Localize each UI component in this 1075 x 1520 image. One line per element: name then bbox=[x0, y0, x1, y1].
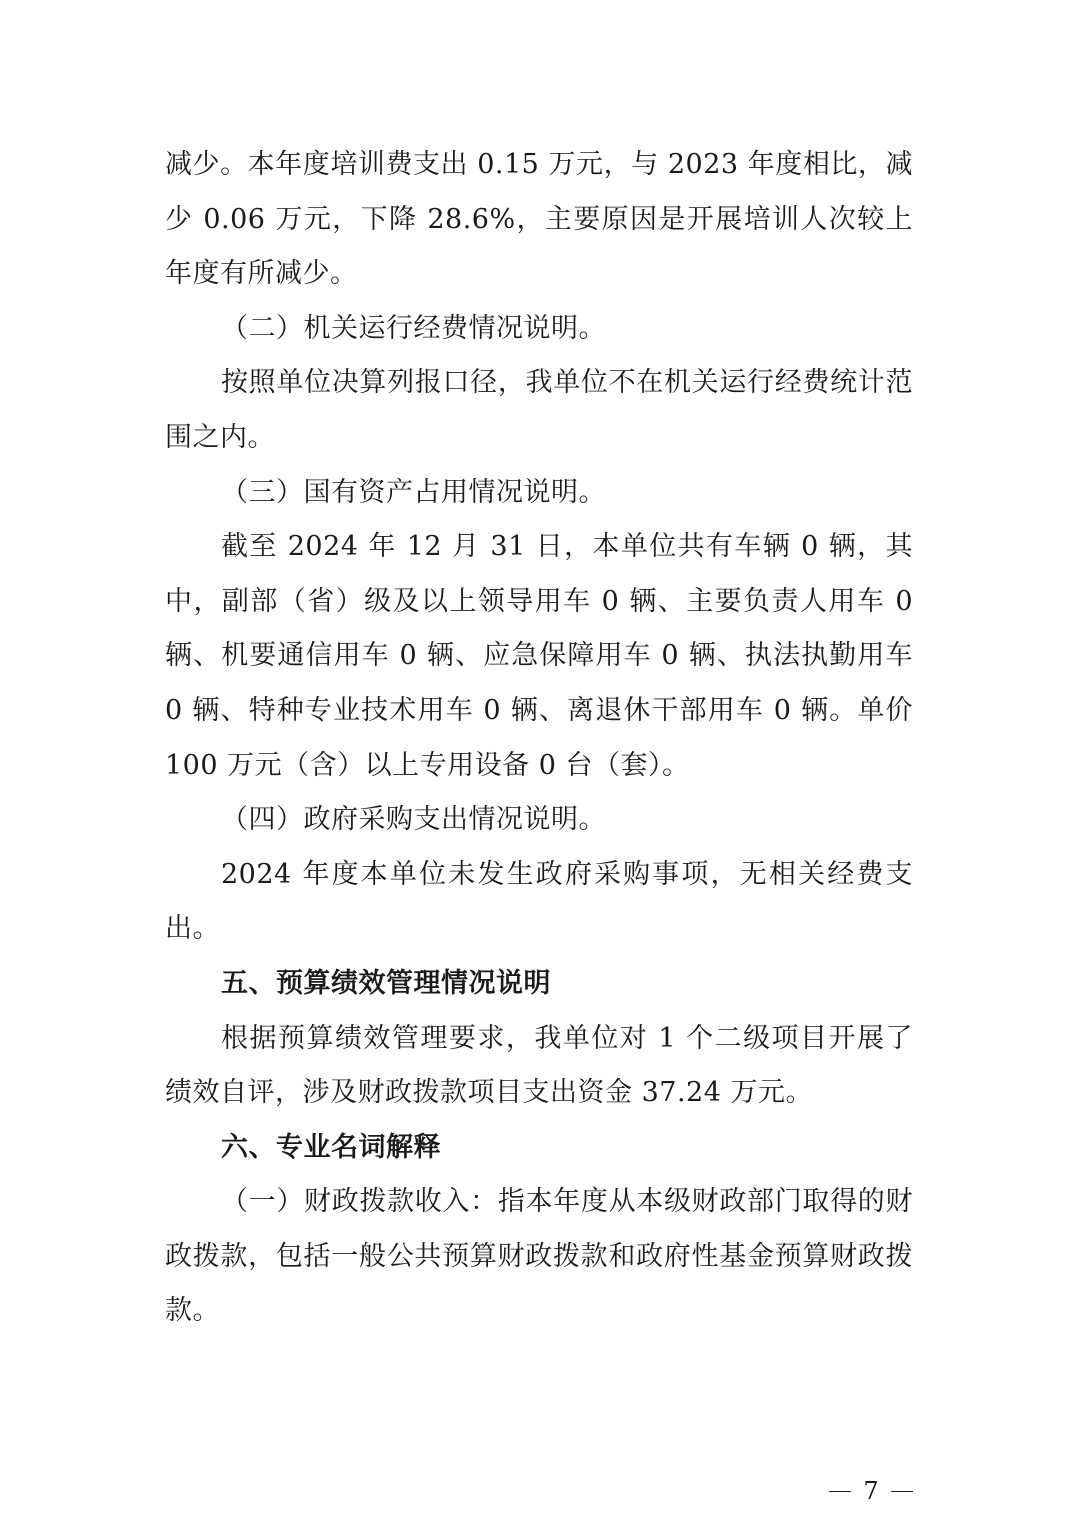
page-number-value: 7 bbox=[863, 1477, 879, 1505]
body-text bbox=[165, 138, 913, 1339]
page-number bbox=[826, 1476, 916, 1506]
section-heading-operating-expenses: （二）机关运行经费情况说明。 bbox=[221, 312, 606, 344]
section-heading-state-assets: （三）国有资产占用情况说明。 bbox=[221, 476, 606, 508]
heading-performance-management: 五、预算绩效管理情况说明 bbox=[221, 967, 551, 999]
section-heading-procurement: （四）政府采购支出情况说明。 bbox=[221, 804, 606, 836]
page-number-right-dash bbox=[891, 1491, 913, 1492]
paragraph-procurement: 2024 年度本单位未发生政府采购事项，无相关经费支出。 bbox=[165, 858, 913, 945]
paragraph-performance-management: 根据预算绩效管理要求，我单位对 1 个二级项目开展了绩效自评，涉及财政拨款项目支出资金 37.24 万元。 bbox=[165, 1022, 913, 1109]
paragraph-operating-expenses: 按照单位决算列报口径，我单位不在机关运行经费统计范围之内。 bbox=[165, 367, 913, 453]
heading-terminology: 六、专业名词解释 bbox=[221, 1131, 441, 1163]
paragraph-training-expense: 减少。本年度培训费支出 0.15 万元，与 2023 年度相比，减少 0.06 万元，下降 28.6%，主要原因是开展培训人次较上年度有所减少。 bbox=[165, 149, 913, 290]
paragraph-state-assets: 截至 2024 年 12 月 31 日，本单位共有车辆 0 辆，其中，副部（省）级及以上领导用车 0 辆、主要负责人用车 0 辆、机要通信用车 0 辆、应急保障用车 0 辆、执法执勤用车 0 辆、特种专业技术用车 0 辆、离退休干部用车 0 辆。单价 100 万元（含）以上专用设备 0 台（套）。 bbox=[165, 531, 913, 781]
paragraph-fiscal-appropriation: （一）财政拨款收入：指本年度从本级财政部门取得的财政拨款，包括一般公共预算财政拨款和政府性基金预算财政拨款。 bbox=[165, 1186, 913, 1327]
page-number-left-dash bbox=[829, 1491, 851, 1492]
